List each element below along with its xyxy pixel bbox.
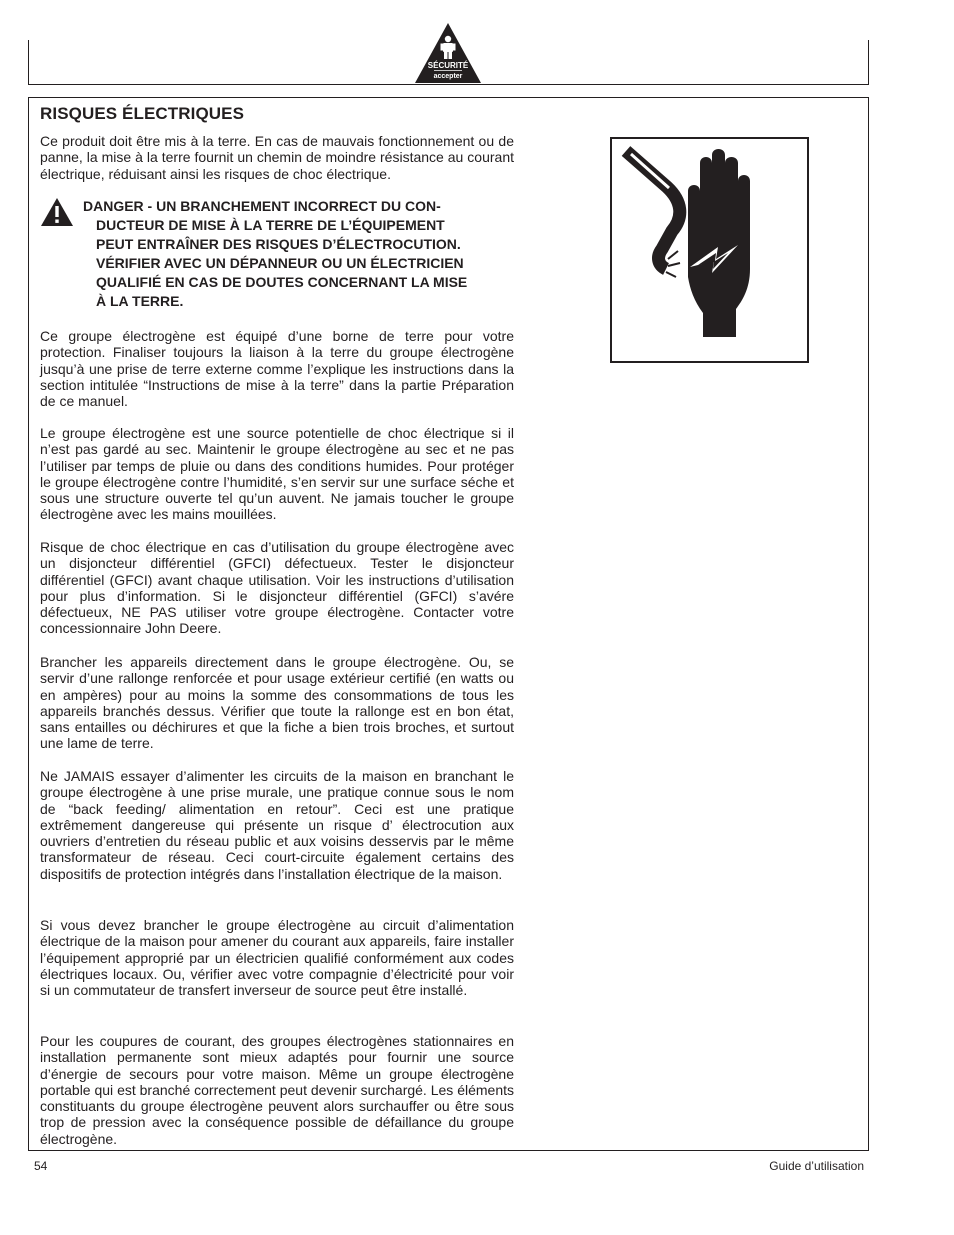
paragraph-block: [40, 425, 514, 523]
warning-triangle-icon: [40, 197, 74, 227]
safety-person-icon: [414, 22, 482, 84]
safety-badge: [414, 22, 482, 84]
electric-shock-hazard-image: [610, 137, 809, 363]
section-title: RISQUES ÉLECTRIQUES: [40, 104, 245, 123]
danger-line: DANGER - UN BRANCHEMENT INCORRECT DU CON-: [83, 198, 441, 214]
danger-line: DUCTEUR DE MISE À LA TERRE DE L’ÉQUIPEMENT: [96, 217, 445, 233]
intro-paragraph: Ce produit doit être mis à la terre. En cas de mauvais fonctionnement ou de panne, la mise à la terre fournit un chemin de moindre résistance au courant électrique, réduisant ainsi les risques de choc électrique.: [40, 133, 514, 182]
body-paragraph: Pour les coupures de courant, des groupes électrogènes stationnaires en installation permanente sont mieux adaptés pour fournir une source d’énergie de secours pour votre maison. Même un groupe électrogène portable qui est branché correctement peut devenir surchargé. Les éléments constituants du groupe électrogène peuvent alors surchauffer ou être sous trop de pression avec la conséquence possible de défaillance du groupe électrogène.: [40, 1033, 514, 1147]
body-paragraph: Risque de choc électrique en cas d’utilisation du groupe électrogène avec un disjoncteur différentiel (GFCI) défectueux. Tester le disjoncteur différentiel (GFCI) avant chaque utilisation. Voir les instructions d’utilisation pour plus d’information. Si le disjoncteur différentiel (GFCI) s’avére défectueux, NE PAS utiliser votre groupe électrogène. Contacter votre concessionnaire John Deere.: [40, 539, 514, 637]
paragraph-block: [40, 654, 514, 752]
body-paragraph: Le groupe électrogène est une source potentielle de choc électrique si il n’est pas gardé au sec. Maintenir le groupe électrogène au sec et ne pas l’utiliser par temps de pluie ou dans des conditions humides. Pour protéger le groupe électrogène contre l’humidité, s’en servir sur une surface séche et sous une structure ouverte tel qu’un auvent. Ne jamais toucher le groupe électrogène avec les mains mouillées.: [40, 425, 514, 523]
paragraph-block: [40, 539, 514, 637]
danger-message: [83, 197, 515, 311]
paragraph-block: [40, 328, 514, 409]
footer-doc-title: Guide d’utilisation: [769, 1159, 864, 1173]
body-paragraph: Si vous devez brancher le groupe électrogène au circuit d’alimentation électrique de la maison pour amener du courant aux appareils, faire installer l’équipement approprié par un électricien qualifié conformément aux codes électriques locaux. Ou, vérifier avec votre compagnie d’électricité pour voir si un commutateur de transfert inverseur de source peut être installé.: [40, 917, 514, 999]
paragraph-block: [40, 1033, 514, 1147]
intro-paragraph-block: [40, 133, 514, 182]
electrical-risks-section: [28, 97, 869, 1151]
paragraph-block: [40, 768, 514, 882]
page-number: 54: [34, 1159, 48, 1173]
safety-badge-sublabel: accepter: [433, 73, 463, 80]
danger-line: QUALIFIÉ EN CAS DE DOUTES CONCERNANT LA MISE: [96, 274, 468, 290]
body-paragraph: Ne JAMAIS essayer d’alimenter les circuits de la maison en branchant le groupe électrogène à une prise murale, une pratique connue sous le nom de “back feeding/ alimentation en retour”. Ceci est une pratique extrêmement dangereuse qui présente un risque d’ électrocution aux ouvriers d’entretien du réseau public et aux voisins desservis par le même transformateur de réseau. Ceci court-circuite également certains des dispositifs de protection intégrés dans l’installation électrique de la maison.: [40, 768, 514, 882]
electric-shock-hand-icon: [612, 139, 807, 361]
danger-line: VÉRIFIER AVEC UN DÉPANNEUR OU UN ÉLECTRICIEN: [96, 255, 464, 271]
danger-line: PEUT ENTRAÎNER DES RISQUES D’ÉLECTROCUTION.: [96, 236, 461, 252]
danger-block: [40, 197, 525, 313]
body-paragraph: Ce groupe électrogène est équipé d’une borne de terre pour votre protection. Finaliser toujours la liaison à la terre du groupe électrogène jusqu’à une prise de terre externe comme l’explique les instructions dans la section intitulée “Instructions de mise à la terre” dans la partie Préparation de ce manuel.: [40, 328, 514, 410]
body-paragraph: Brancher les appareils directement dans le groupe électrogène. Ou, se servir d’une rallonge renforcée et pour usage extérieur certifié (en watts ou en ampères) pour au moins la somme des consommations de tous les appareils branchés dessus. Vérifier que toute la rallonge est en bon état, sans entailles ou déchirures et que la fiche a bien trois broches, et surtout une lame de terre.: [40, 654, 514, 752]
paragraph-block: [40, 917, 514, 998]
danger-line: À LA TERRE.: [96, 293, 184, 309]
safety-badge-label: SÉCURITÉ: [427, 61, 469, 70]
